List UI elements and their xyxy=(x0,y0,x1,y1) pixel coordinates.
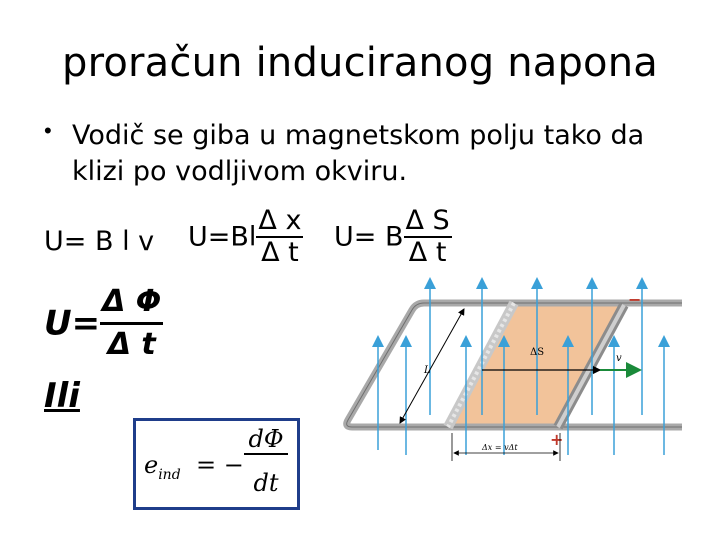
area-delta-s xyxy=(448,303,624,427)
label-dx: Δx = vΔt xyxy=(482,443,518,452)
emf-formula-box xyxy=(133,418,300,510)
fraction-denominator: Δ t xyxy=(408,237,447,268)
emf-numerator: dΦ xyxy=(244,425,288,455)
fraction xyxy=(404,206,452,268)
formula-blv: U= B l v xyxy=(44,226,155,257)
formula-b-ds-dt xyxy=(334,206,452,268)
formula-prefix: U= xyxy=(44,303,101,344)
fraction-numerator: Δ Φ xyxy=(100,282,163,325)
emf-symbol: $e_{ind}$ xyxy=(144,451,181,483)
minus-sign: − xyxy=(628,290,642,309)
bullet-marker: • xyxy=(44,118,52,143)
fraction xyxy=(100,282,163,365)
plus-sign: + xyxy=(550,430,564,449)
formula-bl-dx-dt xyxy=(188,206,303,268)
fraction-denominator: Δ t xyxy=(261,237,299,268)
fraction-numerator: Δ S xyxy=(405,205,450,236)
fraction-denominator: Δ t xyxy=(107,327,156,362)
page-title: proračun induciranog napona xyxy=(62,40,658,86)
bullet-text: Vodič se giba u magnetskom polju tako da klizi po vodljivom okviru. xyxy=(72,120,645,187)
induction-diagram xyxy=(342,275,682,475)
fraction-numerator: Δ x xyxy=(258,205,302,236)
fraction xyxy=(256,206,303,268)
formula-flux xyxy=(44,282,163,365)
label-velocity: v xyxy=(616,353,622,364)
formula-prefix: U= B xyxy=(334,221,404,253)
ili-label: Ili xyxy=(44,376,80,416)
label-length: L xyxy=(424,365,431,376)
formula-prefix: U=Bl xyxy=(188,221,257,253)
emf-equals: = − xyxy=(196,451,244,479)
emf-denominator: dt xyxy=(253,469,279,497)
label-delta-s: ΔS xyxy=(530,347,545,358)
